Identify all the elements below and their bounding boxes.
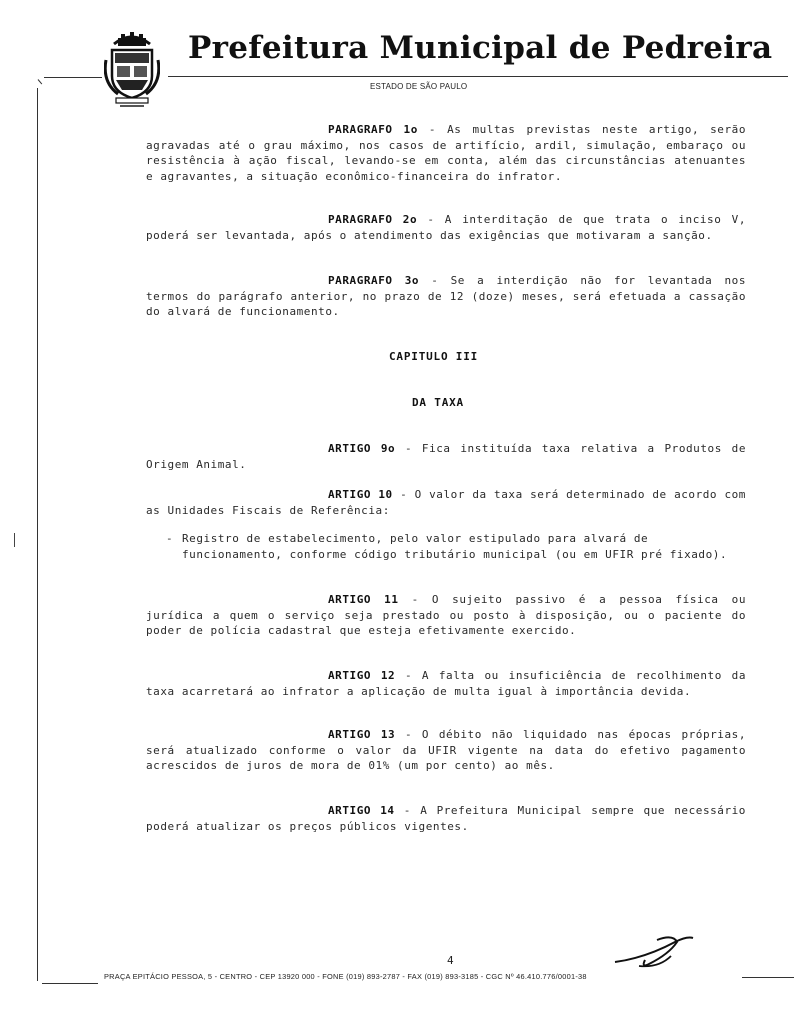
article-12-lead: ARTIGO 12 (328, 669, 396, 682)
article-14 (146, 803, 746, 834)
footer-rule-right (742, 977, 794, 978)
page-number: 4 (447, 954, 454, 967)
article-9-lead: ARTIGO 9o (328, 442, 396, 455)
chapter-subtitle: DA TAXA (412, 396, 464, 409)
municipal-coat-of-arms-icon (104, 30, 160, 110)
article-10 (146, 487, 746, 518)
article-10-list-item (166, 531, 746, 562)
article-11 (146, 592, 746, 639)
page-subtitle: ESTADO DE SÃO PAULO (370, 82, 468, 91)
header-rule-right (168, 76, 788, 77)
article-14-lead: ARTIGO 14 (328, 804, 395, 817)
article-14-text: - A Prefeitura Municipal sempre que necessário poderá atualizar os preços públicos vigentes. (146, 804, 746, 833)
paragraph-2-lead: PARAGRAFO 2o (328, 213, 418, 226)
article-9-text: - Fica instituída taxa relativa a Produtos de Origem Animal. (146, 442, 746, 471)
margin-mark (14, 533, 15, 547)
paragraph-2 (146, 212, 746, 243)
left-border-top-curve (38, 79, 43, 84)
article-13 (146, 727, 746, 774)
list-bullet: - (166, 532, 174, 545)
article-10-text: - O valor da taxa será determinado de acordo com as Unidades Fiscais de Referência: (146, 488, 746, 517)
paragraph-1-text: - As multas previstas neste artigo, serão agravadas até o grau máximo, nos casos de artifício, ardil, simulação, embaraço ou resistência à ação fiscal, levando-se em conta, além das circunstâncias atenuantes e agravantes, a situação econômico-financeira do infrator. (146, 123, 746, 183)
handwritten-signature-icon (605, 928, 705, 972)
article-11-lead: ARTIGO 11 (328, 593, 399, 606)
article-12-text: - A falta ou insuficiência de recolhimento da taxa acarretará ao infrator a aplicação de multa igual à importância devida. (146, 669, 746, 698)
paragraph-3-lead: PARAGRAFO 3o (328, 274, 420, 287)
footer-address: PRAÇA EPITÁCIO PESSOA, 5 - CENTRO - CEP 13920 000 - FONE (019) 893-2787 - FAX (019) 893-3185 - CGC Nº 46.410.776/0001-38 (104, 972, 587, 981)
paragraph-1-lead: PARAGRAFO 1o (328, 123, 418, 136)
article-12 (146, 668, 746, 699)
paragraph-1 (146, 122, 746, 184)
article-13-lead: ARTIGO 13 (328, 728, 396, 741)
paragraph-3 (146, 273, 746, 320)
page-title: Prefeitura Municipal de Pedreira (188, 30, 773, 66)
chapter-title: CAPITULO III (389, 350, 479, 363)
article-11-text: - O sujeito passivo é a pessoa física ou jurídica a quem o serviço seja prestado ou posto à disposição, ou o paciente do poder de polícia cadastral que esteja efetivamente exercido. (146, 593, 746, 637)
header-rule-left (44, 77, 102, 78)
left-border (37, 88, 38, 981)
article-10-lead: ARTIGO 10 (328, 488, 393, 501)
paragraph-2-text: - A interditação de que trata o inciso V, poderá ser levantada, após o atendimento das exigências que motivaram a sanção. (146, 213, 746, 242)
paragraph-3-text: - Se a interdição não for levantada nos termos do parágrafo anterior, no prazo de 12 (doze) meses, será efetuada a cassação do alvará de funcionamento. (146, 274, 746, 318)
footer-rule-left (42, 983, 98, 984)
article-9 (146, 441, 746, 472)
article-10-list-item-text: Registro de estabelecimento, pelo valor estipulado para alvará de funcionamento, conforme código tributário municipal (ou em UFIR pré fixado). (182, 532, 728, 561)
article-13-text: - O débito não liquidado nas épocas próprias, será atualizado conforme o valor da UFIR vigente na data do efetivo pagamento acrescidos de juros de mora de 01% (um por cento) ao mês. (146, 728, 746, 772)
